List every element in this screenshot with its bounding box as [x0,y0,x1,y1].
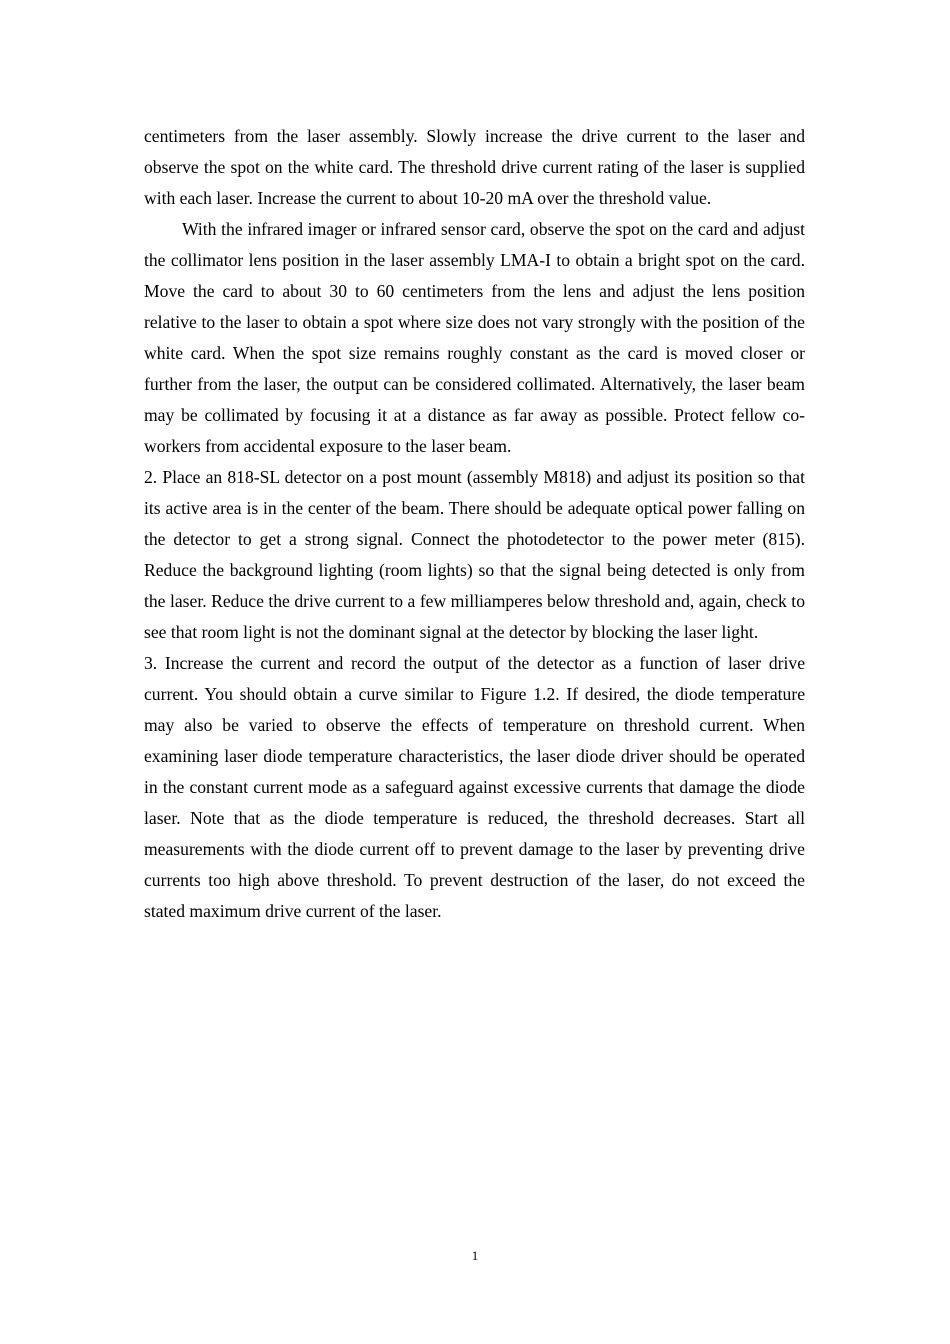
body-text [144,121,805,927]
page-number: 1 [471,1248,479,1263]
paragraph-step-2: 2. Place an 818-SL detector on a post mount (assembly M818) and adjust its position so that its active area is in the center of the beam. There should be adequate optical power falling on the detector to get a strong signal. Connect the photodetector to the power meter (815). Reduce the background lighting (room lights) so that the signal being detected is only from the laser. Reduce the drive current to a few milliamperes below threshold and, again, check to see that room light is not the dominant signal at the detector by blocking the laser light. [144,467,805,642]
paragraph-collimation-steps: With the infrared imager or infrared sensor card, observe the spot on the card and adjust the collimator lens position in the laser assembly LMA-I to obtain a bright spot on the card. Move the card to about 30 to 60 centimeters from the lens and adjust the lens position relative to the laser to obtain a spot where size does not vary strongly with the position of the white card. When the spot size remains roughly constant as the card is moved closer or further from the laser, the output can be considered collimated. Alternatively, the laser beam may be collimated by focusing it at a distance as far away as possible. Protect fellow co-workers from accidental exposure to the laser beam. [144,219,805,456]
paragraph-collimation-intro: centimeters from the laser assembly. Slowly increase the drive current to the laser and observe the spot on the white card. The threshold drive current rating of the laser is supplied with each laser. Increase the current to about 10-20 mA over the threshold value. [144,126,805,208]
paragraph-step-3: 3. Increase the current and record the output of the detector as a function of laser drive current. You should obtain a curve similar to Figure 1.2. If desired, the diode temperature may also be varied to observe the effects of temperature on threshold current. When examining laser diode temperature characteristics, the laser diode driver should be operated in the constant current mode as a safeguard against excessive currents that damage the diode laser. Note that as the diode temperature is reduced, the threshold decreases. Start all measurements with the diode current off to prevent damage to the laser by preventing drive currents too high above threshold. To prevent destruction of the laser, do not exceed the stated maximum drive current of the laser. [144,653,805,921]
